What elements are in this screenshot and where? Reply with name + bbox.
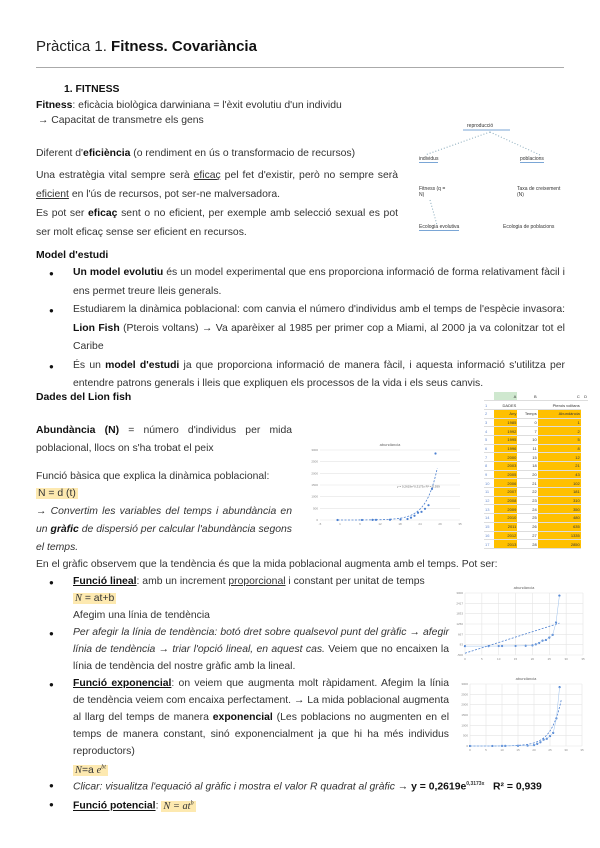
x-tick-label: 5 [481, 657, 483, 661]
sheet-cell[interactable]: 21 [538, 462, 581, 471]
y-tick-label: 2500 [461, 692, 468, 697]
diagram-node-growth-rate: Taxa de creixement (N) [517, 186, 561, 198]
sheet-cell[interactable]: 2010 [494, 514, 517, 523]
row-number: 5 [484, 435, 494, 444]
diagram-node-reproduccio: reproducció [467, 123, 494, 129]
x-tick-label: 25 [548, 748, 552, 752]
sheet-cell[interactable]: B [517, 392, 537, 401]
sheet-row [484, 435, 588, 444]
list-item: ● És un model d'estudi ja que proporciona informació de manera fàcil, i aquesta informació s'utilitza per entendre patrons generals i lleis que expliquen els processos de la vida i els seus canvis. [73, 357, 565, 394]
x-tick-label: 24 [418, 522, 422, 526]
diagram-connectors [415, 120, 565, 235]
x-tick-label: 35 [581, 657, 585, 661]
data-point [420, 511, 422, 513]
y-tick-label: 3000 [311, 448, 318, 452]
sheet-cell[interactable]: 2008 [494, 496, 517, 505]
trendline-equation: y = 0,2619e^0,3173x R² = 0,939 [397, 484, 440, 489]
sheet-cell[interactable]: 10 [517, 435, 537, 444]
row-number: 14 [484, 514, 494, 523]
x-tick-label: 1 [339, 522, 341, 526]
chart-title: abundància [513, 585, 535, 590]
sheet-cell[interactable]: 310 [538, 496, 581, 505]
sheet-row [484, 505, 588, 514]
sheet-row [484, 479, 588, 488]
section-heading-fitness: 1. FITNESS [64, 84, 120, 95]
y-tick-label: 1500 [311, 483, 318, 487]
row-number: 9 [484, 470, 494, 479]
fitness-definition: Fitness: eficàcia biològica darwiniana = l'èxit evolutiu d'un individu [36, 100, 342, 111]
sheet-cell[interactable]: Abundància [538, 409, 581, 418]
sheet-row [484, 488, 588, 497]
abundance-scatter-chart [308, 438, 473, 533]
sheet-row [484, 522, 588, 531]
y-tick-label: 667 [457, 632, 463, 637]
sheet-cell[interactable]: 43 [538, 470, 581, 479]
sheet-cell[interactable]: 0 [517, 418, 537, 427]
x-tick-label: 35 [458, 522, 462, 526]
sheet-row [484, 453, 588, 462]
fitness-arrow-text: → Capacitat de transmetre els gens [38, 115, 204, 126]
sheet-row [484, 462, 588, 471]
list-item-click: ● Clicar: visualitza l'equació al gràfic i mostra el valor R quadrat al gràfic → $y = 0,2619e^{0,3173x}$ R² = 0,939 [73, 776, 573, 795]
sheet-cell[interactable]: 7 [517, 427, 537, 436]
sheet-cell[interactable]: 12 [538, 453, 581, 462]
sheet-row [484, 540, 588, 549]
y-tick-label: 1833 [456, 611, 463, 616]
section-heading-model: Model d'estudi [36, 250, 109, 261]
scatter-conversion-text: → Convertim les variables del temps i abundància en un gràfic de dispersió per calcular l'abundància segons el temps. [36, 506, 292, 553]
sheet-cell[interactable]: 1335 [538, 531, 581, 540]
row-number: 1 [484, 401, 494, 410]
data-point [427, 504, 429, 506]
data-point [336, 519, 338, 521]
sheet-cell[interactable]: 21 [517, 479, 537, 488]
sheet-row [484, 531, 588, 540]
x-tick-label: 15 [513, 657, 518, 661]
row-number [484, 392, 494, 401]
x-tick-label: 15 [516, 748, 520, 752]
sheet-row [484, 418, 588, 427]
x-tick-label: 5 [485, 748, 487, 752]
trend-list [73, 573, 449, 779]
sheet-cell[interactable]: 2006 [494, 479, 517, 488]
sheet-cell[interactable]: 1996 [494, 444, 517, 453]
x-tick-label: 6 [359, 522, 361, 526]
data-point [375, 519, 377, 521]
list-item: ● Un model evolutiu és un model experimental que ens proporciona informació de forma relativament fàcil i ens permet treure lleis generals. [73, 264, 565, 301]
title-divider [36, 67, 564, 68]
row-number: 12 [484, 496, 494, 505]
data-point [389, 519, 391, 521]
abundance-definition: Abundància (N) = número d'individus per mida poblacional, llocs on s'ha trobat el peix [36, 425, 293, 454]
section-heading-lionfish: Dades del Lion fish [36, 392, 132, 403]
sheet-cell[interactable]: A [494, 392, 517, 401]
sheet-cell[interactable]: 20 [517, 470, 537, 479]
sheet-cell[interactable]: C [538, 392, 581, 401]
sheet-row [484, 392, 588, 401]
sheet-row [484, 444, 588, 453]
sheet-row [484, 401, 588, 410]
x-tick-label: 0 [469, 748, 471, 752]
list-item-linear: ● Funció lineal: amb un increment proporcional i constant per unitat de temps N = at+b Afegim una línia de tendència [73, 573, 449, 624]
list-item-power: ● Funció potencial: $N = at^b$ [73, 795, 573, 814]
sheet-cell[interactable]: 22 [517, 488, 537, 497]
exponential-trend-chart [458, 676, 588, 756]
data-point [371, 519, 373, 521]
model-list [73, 264, 565, 394]
list-item: ● Estudiarem la dinàmica poblacional: com canvia el número d'individus amb el temps de l'espècie invasora: Lion Fish (Pterois voltans) → Va aparèixer al 1985 per primer cop a Miami, al 2000 ja va colonitzar tot el Caribe [73, 301, 565, 357]
trend-intro: En el gràfic observem que la tendència és que la mida poblacional augmenta amb el temps. Pot ser: [36, 559, 498, 570]
page-title: Pràctica 1. Fitness. Covariància [36, 38, 257, 55]
data-point [417, 512, 419, 514]
x-tick-label: 20 [530, 657, 535, 661]
list-item-how-to: ● Per afegir la línia de tendència: botó dret sobre qualsevol punt del gràfic → afegir línia de tendència → triar l'opció lineal, en aquest cas. Veiem que no encaixen la línia de tendència del nostre gràfic amb la lineal. [73, 624, 449, 675]
fitness-diagram [415, 120, 565, 235]
sheet-cell[interactable]: 102 [538, 479, 581, 488]
sheet-row [484, 514, 588, 523]
diagram-node-individus: individus [419, 156, 439, 162]
diagram-node-evolutionary-ecology: Ecologia evolutiva [419, 224, 460, 230]
sheet-cell[interactable]: 2011 [494, 522, 517, 531]
x-tick-label: 30 [564, 748, 568, 752]
sheet-cell[interactable]: 181 [538, 488, 581, 497]
sheet-cell[interactable]: 8 [538, 444, 581, 453]
row-number: 4 [484, 427, 494, 436]
x-tick-label: 10 [500, 748, 504, 752]
sheet-cell[interactable]: Pterois volitans [538, 401, 581, 410]
x-tick-label: 20 [532, 748, 536, 752]
efficiency-text: Diferent d'eficiència (o rendiment en ús o transformacio de recursos) [36, 148, 356, 159]
y-tick-label: 500 [312, 506, 318, 511]
row-number: 7 [484, 453, 494, 462]
x-tick-label: 35 [580, 748, 584, 752]
trendline [465, 623, 559, 653]
sheet-cell[interactable]: 26 [517, 522, 537, 531]
sheet-cell[interactable]: 27 [517, 531, 537, 540]
efficacy-paragraph: Una estratègia vital sempre serà eficaç pel fet d'existir, però no sempre serà eficient en l'ús de recursos, pot ser-ne malversadora. Es pot ser eficaç sent o no eficient, per exemple amb selecció sexual es pot ser molt eficaç sense ser eficient en recursos. [36, 170, 398, 238]
y-tick-label: 3000 [461, 682, 468, 686]
diagram-node-population-ecology: Ecologia de poblacions [503, 224, 555, 230]
sheet-cell[interactable]: 1995 [494, 435, 517, 444]
row-number: 16 [484, 531, 494, 540]
data-point [424, 508, 426, 510]
y-tick-label: 2417 [456, 601, 463, 606]
sheet-cell[interactable]: 28 [517, 540, 537, 549]
sheet-row [484, 427, 588, 436]
sheet-cell[interactable]: 2007 [494, 488, 517, 497]
sheet-cell[interactable]: 2850 [538, 540, 581, 549]
y-tick-label: 0 [466, 744, 468, 748]
data-point [413, 515, 415, 517]
y-tick-label: 2000 [311, 471, 318, 476]
sheet-cell[interactable]: 18 [517, 462, 537, 471]
sheet-cell[interactable]: 11 [517, 444, 537, 453]
y-tick-label: 1000 [461, 723, 468, 728]
x-tick-label: 12 [378, 522, 382, 526]
y-tick-label: 2500 [311, 459, 318, 464]
y-tick-label: 83 [459, 642, 463, 647]
row-number: 2 [484, 409, 494, 418]
row-number: 6 [484, 444, 494, 453]
sheet-cell[interactable]: 25 [517, 514, 537, 523]
sheet-cell[interactable]: 2012 [494, 531, 517, 540]
row-number: 10 [484, 479, 494, 488]
sheet-row [484, 470, 588, 479]
row-number: 11 [484, 488, 494, 497]
chart-title: abundància [515, 676, 537, 681]
sheet-cell[interactable]: 2 [538, 427, 581, 436]
sheet-cell[interactable]: 5 [538, 435, 581, 444]
row-number: 13 [484, 505, 494, 514]
x-tick-label: 0 [464, 657, 466, 661]
x-tick-label: 10 [497, 657, 501, 661]
data-point [406, 518, 408, 520]
sheet-cell[interactable]: Any [494, 409, 517, 418]
data-point [434, 452, 436, 454]
diagram-node-poblacions: poblacions [520, 156, 544, 162]
x-tick-label: 25 [547, 657, 551, 661]
sheet-row [484, 409, 588, 418]
data-point [361, 519, 363, 521]
y-tick-label: -500 [456, 653, 463, 657]
y-tick-label: 500 [462, 733, 468, 738]
series-line [470, 687, 560, 746]
sheet-cell[interactable]: 2005 [494, 470, 517, 479]
data-point [410, 517, 412, 519]
sheet-cell[interactable]: 15 [517, 453, 537, 462]
sheet-cell[interactable]: 24 [517, 505, 537, 514]
row-number: 3 [484, 418, 494, 427]
y-tick-label: 1000 [311, 494, 318, 499]
data-point [399, 518, 401, 520]
sheet-row [484, 496, 588, 505]
sheet-cell[interactable]: 350 [538, 505, 581, 514]
lionfish-spreadsheet [484, 392, 588, 549]
sheet-cell[interactable]: 1992 [494, 427, 517, 436]
y-tick-label: 0 [316, 518, 318, 522]
x-tick-label: -5 [318, 522, 322, 526]
sheet-cell[interactable]: D [581, 392, 588, 401]
sheet-cell[interactable]: 23 [517, 496, 537, 505]
y-tick-label: 2000 [461, 702, 468, 707]
y-tick-label: 3000 [456, 591, 463, 595]
sheet-cell[interactable]: 2009 [494, 505, 517, 514]
chart-title: abundància [379, 442, 401, 447]
sheet-cell[interactable]: 1 [538, 418, 581, 427]
sheet-cell[interactable]: Temps [517, 409, 537, 418]
linear-trend-chart [453, 585, 588, 665]
sheet-cell[interactable]: 1985 [494, 418, 517, 427]
trend-list-2 [73, 776, 573, 815]
list-item-exponential: ● Funció exponencial: on veiem que augmenta molt ràpidament. Afegim la línia de tendència veiem com encaixa perfectament. → La mida poblacional augmenta al llarg del temps de manera exponencial (Les poblacions no augmenten en el temps de manera constant, sinó exponencialment ja que hi ha més individus reproductors) N=a $e^{bt}$ [73, 675, 449, 779]
row-number: 15 [484, 522, 494, 531]
sheet-cell[interactable]: 2003 [494, 462, 517, 471]
diagram-node-fitness: Fitness (q = N) [419, 186, 446, 198]
basic-formula: N = d (t) [38, 488, 76, 499]
y-tick-label: 1250 [456, 622, 463, 626]
sheet-cell[interactable]: 480 [538, 514, 581, 523]
sheet-cell[interactable]: 635 [538, 522, 581, 531]
sheet-cell[interactable]: 2013 [494, 540, 517, 549]
sheet-cell[interactable]: 2000 [494, 453, 517, 462]
x-tick-label: 30 [564, 657, 568, 661]
x-tick-label: 29 [438, 522, 442, 526]
sheet-cell[interactable]: DADES [494, 401, 517, 410]
x-tick-label: 18 [398, 522, 402, 526]
y-tick-label: 1500 [461, 713, 468, 717]
basic-function-text: Funció bàsica que explica la dinàmica poblacional: [36, 471, 270, 482]
sheet-cell[interactable] [517, 401, 537, 410]
row-number: 8 [484, 462, 494, 471]
row-number: 17 [484, 540, 494, 549]
